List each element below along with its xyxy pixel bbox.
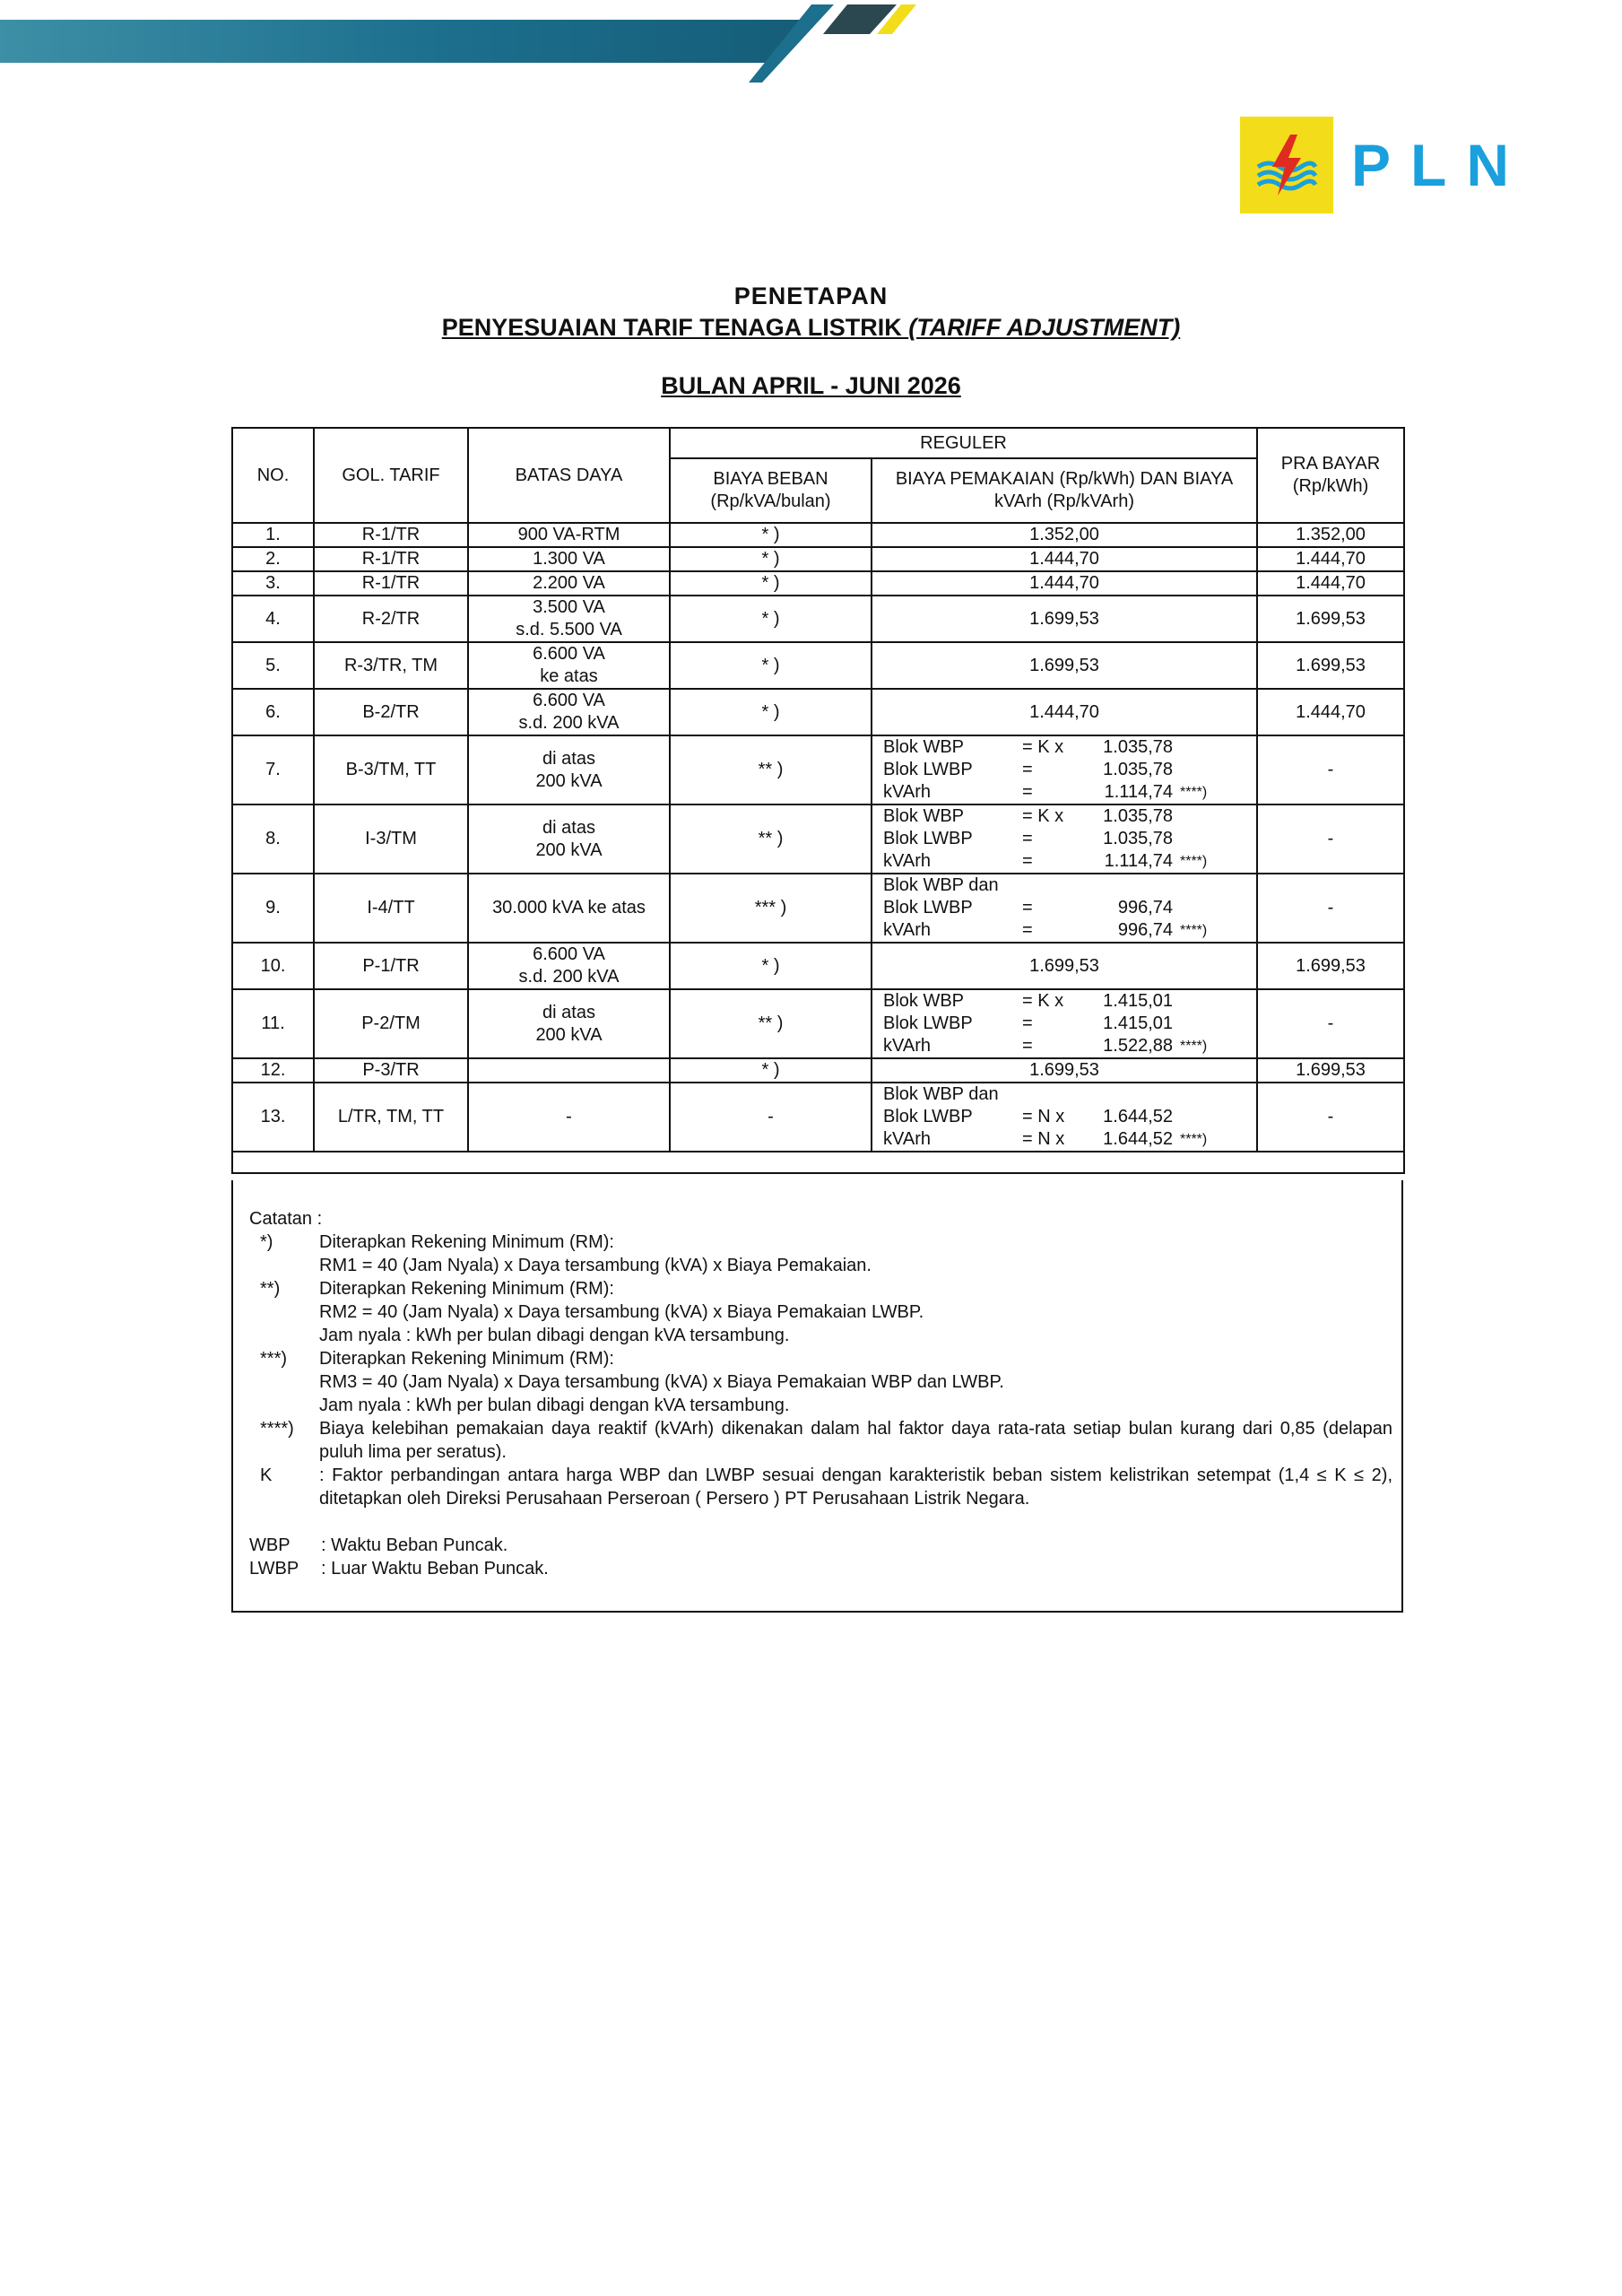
cell-pra-bayar: - (1257, 874, 1404, 943)
pemakaian-value: 1.644,52 (1103, 1129, 1173, 1149)
table-row (232, 804, 1404, 874)
note-k-key: K (260, 1465, 273, 1485)
note-text (319, 1347, 1392, 1417)
batas-line: 200 kVA (535, 770, 603, 791)
batas-line: 6.600 VA (533, 644, 605, 664)
note-line: Diterapkan Rekening Minimum (RM): (319, 1349, 614, 1369)
cell-batas-daya: - (468, 1083, 670, 1152)
note-item (249, 1347, 1392, 1417)
tariff-table-body (232, 523, 1404, 1173)
cell-biaya-beban: * ) (670, 596, 872, 642)
cell-gol-tarif: L/TR, TM, TT (314, 1083, 468, 1152)
cell-biaya-pemakaian (872, 874, 1257, 943)
header-biaya-beban: BIAYA BEBAN (Rp/kVA/bulan) (670, 458, 872, 523)
pemakaian-line (883, 1035, 1256, 1057)
batas-line: 6.600 VA (533, 944, 605, 964)
cell-biaya-beban: *** ) (670, 874, 872, 943)
pemakaian-operator (1022, 1083, 1092, 1106)
note-line: Jam nyala : kWh per bulan dibagi dengan kVA tersambung. (319, 1396, 790, 1415)
cell-no: 6. (232, 689, 314, 735)
pemakaian-value: 1.644,52 (1103, 1107, 1173, 1126)
note-definition (249, 1534, 1392, 1557)
pemakaian-value: 996,74 (1117, 898, 1173, 918)
cell-gol-tarif: R-1/TR (314, 523, 468, 547)
batas-line: di atas (542, 748, 595, 769)
cell-gol-tarif: R-1/TR (314, 571, 468, 596)
tariff-table-wrap (231, 427, 1403, 1174)
table-row (232, 1058, 1404, 1083)
pemakaian-line (883, 1013, 1256, 1035)
pemakaian-label: Blok LWBP (883, 1013, 973, 1033)
note-symbol: **) (260, 1279, 281, 1299)
pemakaian-operator: = (1022, 829, 1033, 848)
pemakaian-mark: ****) (1180, 785, 1208, 800)
doc-title-main: PENYESUAIAN TARIF TENAGA LISTRIK (441, 314, 909, 341)
cell-no: 10. (232, 943, 314, 989)
pemakaian-operator: = K x (1022, 737, 1064, 757)
note-line: RM1 = 40 (Jam Nyala) x Daya tersambung (kVA) x Biaya Pemakaian. (319, 1256, 872, 1275)
pemakaian-mark: ****) (1180, 854, 1208, 869)
pemakaian-line (883, 919, 1256, 942)
pemakaian-line (883, 828, 1256, 850)
pemakaian-line (883, 781, 1256, 804)
pemakaian-label: Blok WBP (883, 737, 965, 757)
pemakaian-label: Blok WBP dan (883, 1084, 999, 1104)
pemakaian-mark: ****) (1180, 923, 1208, 938)
note-line: Diterapkan Rekening Minimum (RM): (319, 1279, 614, 1299)
definition-key: WBP (249, 1535, 291, 1555)
note-symbol: *) (260, 1232, 273, 1252)
pemakaian-line (883, 805, 1256, 828)
batas-line: di atas (542, 1002, 595, 1022)
header-gol-tarif: GOL. TARIF (314, 428, 468, 523)
pemakaian-value: 1.415,01 (1103, 991, 1173, 1011)
cell-no: 13. (232, 1083, 314, 1152)
cell-gol-tarif: P-1/TR (314, 943, 468, 989)
doc-title-italic: (TARIFF ADJUSTMENT) (908, 314, 1181, 341)
note-line: RM3 = 40 (Jam Nyala) x Daya tersambung (kVA) x Biaya Pemakaian WBP dan LWBP. (319, 1372, 1004, 1392)
cell-biaya-pemakaian (872, 735, 1257, 804)
pemakaian-line (883, 736, 1256, 759)
cell-biaya-beban: * ) (670, 689, 872, 735)
cell-batas-daya (468, 689, 670, 735)
note-symbol: ***) (260, 1349, 288, 1369)
pemakaian-mark: ****) (1180, 1039, 1208, 1054)
pln-logo (1240, 117, 1529, 213)
pemakaian-label: Blok WBP (883, 991, 965, 1011)
cell-biaya-beban: ** ) (670, 989, 872, 1058)
note-text (319, 1231, 1392, 1277)
cell-batas-daya (468, 596, 670, 642)
cell-biaya-beban: - (670, 1083, 872, 1152)
pemakaian-value (1092, 874, 1173, 897)
pemakaian-line (883, 897, 1256, 919)
pemakaian-line (883, 1128, 1256, 1151)
pln-logo-icon (1240, 117, 1333, 213)
cell-batas-daya: 30.000 kVA ke atas (468, 874, 670, 943)
note-item (249, 1277, 1392, 1347)
batas-line: 3.500 VA (533, 597, 605, 617)
pemakaian-label: kVArh (883, 920, 931, 940)
cell-pra-bayar: - (1257, 804, 1404, 874)
cell-biaya-pemakaian: 1.699,53 (872, 642, 1257, 689)
cell-biaya-beban: ** ) (670, 735, 872, 804)
table-row (232, 943, 1404, 989)
pemakaian-label: kVArh (883, 1129, 931, 1149)
table-row (232, 547, 1404, 571)
cell-gol-tarif: I-3/TM (314, 804, 468, 874)
note-k-text: : Faktor perbandingan antara harga WBP dan LWBP sesuai dengan karakteristik beban sistem kelistrikan setempat (1,4 ≤ K ≤ 2), ditetapkan oleh Direksi Perusahaan Perseroan ( Persero ) PT Perusahaan Listrik Negara. (319, 1465, 1392, 1509)
header-no: NO. (232, 428, 314, 523)
cell-biaya-pemakaian: 1.444,70 (872, 689, 1257, 735)
table-row (232, 523, 1404, 547)
pemakaian-operator: = (1022, 782, 1033, 802)
cell-pra-bayar: 1.699,53 (1257, 943, 1404, 989)
table-row (232, 735, 1404, 804)
pemakaian-mark: ****) (1180, 1132, 1208, 1147)
notes-content (249, 1207, 1392, 1580)
cell-gol-tarif: R-1/TR (314, 547, 468, 571)
cell-no: 12. (232, 1058, 314, 1083)
doc-period: BULAN APRIL - JUNI 2026 (661, 372, 961, 399)
cell-gol-tarif: R-3/TR, TM (314, 642, 468, 689)
cell-biaya-beban: * ) (670, 943, 872, 989)
top-decorative-band (0, 0, 932, 85)
note-item (249, 1231, 1392, 1277)
pemakaian-line (883, 759, 1256, 781)
cell-gol-tarif: R-2/TR (314, 596, 468, 642)
cell-no: 11. (232, 989, 314, 1058)
cell-pra-bayar: 1.699,53 (1257, 642, 1404, 689)
cell-biaya-beban: * ) (670, 1058, 872, 1083)
cell-batas-daya: 1.300 VA (468, 547, 670, 571)
cell-gol-tarif: P-3/TR (314, 1058, 468, 1083)
cell-no: 8. (232, 804, 314, 874)
batas-line: ke atas (540, 666, 598, 686)
table-row (232, 596, 1404, 642)
cell-biaya-beban: * ) (670, 547, 872, 571)
pemakaian-operator: = (1022, 1036, 1033, 1056)
pemakaian-value: 1.114,74 (1104, 851, 1173, 871)
pemakaian-operator: = (1022, 898, 1033, 918)
table-row (232, 989, 1404, 1058)
pemakaian-operator: = (1022, 851, 1033, 871)
note-k (249, 1464, 1392, 1510)
cell-pra-bayar: - (1257, 989, 1404, 1058)
cell-pra-bayar: 1.352,00 (1257, 523, 1404, 547)
pemakaian-label: Blok WBP dan (883, 875, 999, 895)
pemakaian-label: Blok LWBP (883, 760, 973, 779)
pemakaian-operator: = (1022, 920, 1033, 940)
cell-batas-daya: 2.200 VA (468, 571, 670, 596)
pemakaian-label: Blok LWBP (883, 1107, 973, 1126)
pemakaian-operator: = (1022, 760, 1033, 779)
cell-biaya-pemakaian (872, 989, 1257, 1058)
cell-pra-bayar: 1.444,70 (1257, 689, 1404, 735)
cell-pra-bayar: 1.699,53 (1257, 1058, 1404, 1083)
pemakaian-label: kVArh (883, 782, 931, 802)
note-line: Biaya kelebihan pemakaian daya reaktif (kVArh) dikenakan dalam hal faktor daya rata-rata setiap bulan kurang dari 0,85 (delapan puluh lima per seratus). (319, 1419, 1392, 1462)
cell-biaya-beban: * ) (670, 642, 872, 689)
table-row (232, 642, 1404, 689)
table-row (232, 571, 1404, 596)
cell-pra-bayar: - (1257, 1083, 1404, 1152)
pemakaian-line (883, 874, 1256, 897)
definition-text: : Waktu Beban Puncak. (321, 1535, 508, 1555)
pemakaian-value: 996,74 (1117, 920, 1173, 940)
cell-gol-tarif: P-2/TM (314, 989, 468, 1058)
pemakaian-line (883, 990, 1256, 1013)
cell-no: 7. (232, 735, 314, 804)
cell-no: 4. (232, 596, 314, 642)
cell-batas-daya (468, 642, 670, 689)
cell-biaya-pemakaian: 1.699,53 (872, 943, 1257, 989)
header-batas-daya: BATAS DAYA (468, 428, 670, 523)
note-definition (249, 1557, 1392, 1580)
batas-line: 6.600 VA (533, 691, 605, 710)
batas-line: di atas (542, 817, 595, 838)
pln-logo-text: PLN (1351, 132, 1529, 198)
pemakaian-line (883, 1083, 1256, 1106)
note-line: RM2 = 40 (Jam Nyala) x Daya tersambung (kVA) x Biaya Pemakaian LWBP. (319, 1302, 924, 1322)
pemakaian-line (883, 850, 1256, 873)
note-item (249, 1417, 1392, 1464)
cell-pra-bayar: 1.444,70 (1257, 547, 1404, 571)
batas-line: s.d. 200 kVA (518, 713, 620, 733)
pemakaian-operator: = N x (1022, 1129, 1065, 1149)
table-row (232, 689, 1404, 735)
cell-batas-daya (468, 804, 670, 874)
batas-line: s.d. 200 kVA (518, 967, 620, 987)
pemakaian-label: Blok WBP (883, 806, 965, 826)
pemakaian-label: Blok LWBP (883, 829, 973, 848)
header-biaya-pemakaian: BIAYA PEMAKAIAN (Rp/kWh) DAN BIAYA kVArh (Rp/kVArh) (872, 458, 1257, 523)
batas-line: 200 kVA (535, 1024, 603, 1045)
definition-key: LWBP (249, 1559, 299, 1578)
cell-biaya-pemakaian: 1.444,70 (872, 571, 1257, 596)
header-reguler: REGULER (670, 428, 1257, 458)
note-symbol: ****) (260, 1419, 294, 1439)
cell-biaya-pemakaian: 1.699,53 (872, 596, 1257, 642)
cell-biaya-pemakaian: 1.444,70 (872, 547, 1257, 571)
table-row (232, 874, 1404, 943)
cell-biaya-beban: * ) (670, 523, 872, 547)
cell-gol-tarif: I-4/TT (314, 874, 468, 943)
pemakaian-value: 1.522,88 (1103, 1036, 1173, 1056)
cell-biaya-pemakaian (872, 1083, 1257, 1152)
cell-no: 5. (232, 642, 314, 689)
pemakaian-operator: = K x (1022, 806, 1064, 826)
batas-line: s.d. 5.500 VA (516, 620, 622, 639)
cell-batas-daya (468, 735, 670, 804)
pemakaian-value: 1.114,74 (1104, 782, 1173, 802)
cell-biaya-beban: * ) (670, 571, 872, 596)
pemakaian-value: 1.035,78 (1103, 806, 1173, 826)
notes-heading: Catatan : (249, 1209, 323, 1229)
pemakaian-label: kVArh (883, 1036, 931, 1056)
cell-no: 1. (232, 523, 314, 547)
cell-batas-daya (468, 989, 670, 1058)
note-line: Jam nyala : kWh per bulan dibagi dengan kVA tersambung. (319, 1326, 790, 1345)
pemakaian-value: 1.035,78 (1103, 737, 1173, 757)
doc-title-line2 (0, 314, 1622, 342)
cell-batas-daya: 900 VA-RTM (468, 523, 670, 547)
cell-biaya-beban: ** ) (670, 804, 872, 874)
note-gap (249, 1510, 1392, 1534)
header-pra-bayar: PRA BAYAR (Rp/kWh) (1257, 428, 1404, 523)
cell-pra-bayar: 1.444,70 (1257, 571, 1404, 596)
pemakaian-value: 1.415,01 (1103, 1013, 1173, 1033)
pemakaian-value: 1.035,78 (1103, 829, 1173, 848)
cell-no: 2. (232, 547, 314, 571)
note-line: Diterapkan Rekening Minimum (RM): (319, 1232, 614, 1252)
batas-line: 200 kVA (535, 839, 603, 860)
note-text (319, 1417, 1392, 1464)
pemakaian-label: Blok LWBP (883, 898, 973, 918)
cell-biaya-pemakaian: 1.352,00 (872, 523, 1257, 547)
table-spacer-cell (232, 1152, 1404, 1173)
table-row (232, 1083, 1404, 1152)
table-spacer-row (232, 1152, 1404, 1173)
cell-no: 3. (232, 571, 314, 596)
pemakaian-value: 1.035,78 (1103, 760, 1173, 779)
pemakaian-operator: = K x (1022, 991, 1064, 1011)
cell-biaya-pemakaian: 1.699,53 (872, 1058, 1257, 1083)
pemakaian-line (883, 1106, 1256, 1128)
pemakaian-value (1092, 1083, 1173, 1106)
note-text (319, 1277, 1392, 1347)
cell-pra-bayar: - (1257, 735, 1404, 804)
cell-biaya-pemakaian (872, 804, 1257, 874)
cell-batas-daya (468, 943, 670, 989)
pemakaian-operator: = (1022, 1013, 1033, 1033)
pemakaian-operator: = N x (1022, 1107, 1065, 1126)
tariff-table (231, 427, 1405, 1174)
cell-gol-tarif: B-3/TM, TT (314, 735, 468, 804)
cell-batas-daya (468, 1058, 670, 1083)
cell-pra-bayar: 1.699,53 (1257, 596, 1404, 642)
definition-text: : Luar Waktu Beban Puncak. (321, 1559, 549, 1578)
pemakaian-label: kVArh (883, 851, 931, 871)
notes-box (231, 1180, 1403, 1613)
doc-title-line1: PENETAPAN (733, 283, 889, 309)
cell-gol-tarif: B-2/TR (314, 689, 468, 735)
cell-no: 9. (232, 874, 314, 943)
pemakaian-operator (1022, 874, 1092, 897)
